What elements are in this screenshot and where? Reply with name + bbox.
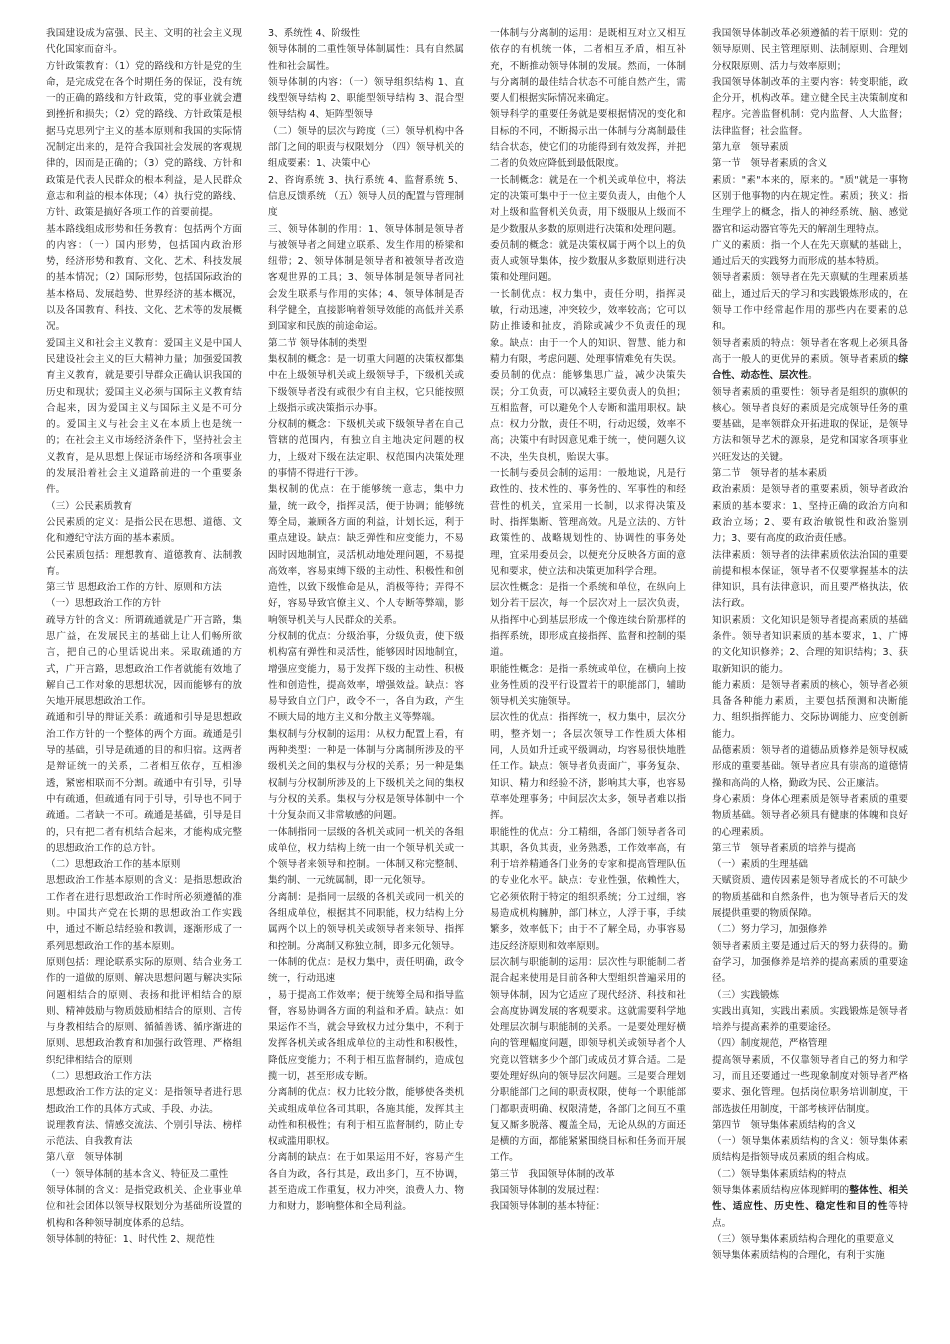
paragraph: （一）思想政治工作的方针: [46, 598, 162, 610]
paragraph: 疏通和引导的辩证关系：疏通和引导是思想政治工作方针的一个整体的两个方面。疏通是引导的基础，引导是疏通的目的和归宿。这两者是辩证统一的关系，二者相互依存，互相渗透，紧密相联而不分割。疏通中有引导，引导中有疏通，但疏通有同于引导，引导也不同于疏通。二者缺一不可。疏通是基础，引导是目的，只有把二者有机结合起来，才能构成完整的思想政治工作的总方针。: [46, 712, 242, 854]
paragraph: 一长制优点：权力集中，责任分明，指挥灵敏，行动迅速，冲突较少，效率较高；它可以防止推诿和扯皮，消除或减少不负责任的现象。缺点：由于一个人的知识、智慧、能力和精力有限，考虑问题、处理事情难免有失误。: [490, 288, 686, 365]
paragraph: 我国领导体制改革的主要内容：转变职能，政企分开，机构改革。建立健全民主决策制度和程序。完善监督机制：党内监督、人大监督；法律监督；社会监督。: [712, 76, 908, 137]
paragraph: （二）领导集体素质结构的特点: [712, 1168, 847, 1180]
paragraph: 实践出真知，实践出素质。实践锻炼是领导者培养与提高素养的重要途径。: [712, 1005, 908, 1034]
paragraph: 知识素质：文化知识是领导者提高素质的基础条件。领导者知识素质的基本要求，1、广博的文化知识修养；2、合理的知识结构；3、获取新知识的能力。: [712, 614, 908, 675]
text-column-1: [46, 26, 242, 1336]
paragraph: 领导科学的重要任务就是要根据情况的变化和目标的不同，不断揭示出一体制与分离制最佳结合状态，使它们的功能得到有效发挥，并把二者的负效应降低到最低限度。: [490, 109, 686, 170]
paragraph: 第三节 领导者素质的培养与提高: [712, 842, 856, 854]
paragraph: ，易于提高工作效率；便于统筹全局和指导监督，容易协调各方面的利益和矛盾。缺点：如果运作不当，就会导致权力过分集中，不利于发挥各机关或各组成单位的主动性和积极性，降低应变能力；不利于相互监督制约，造成包揽一切，甚至形成专断。: [268, 989, 464, 1082]
paragraph: 分离制的优点：权力比较分散，能够使各类机关或组成单位各司其职，各施其能，发挥其主动性和积极性；有利于相互监督制约，防止专权或滥用职权。: [268, 1087, 464, 1148]
paragraph: （三）实践锻炼: [712, 989, 780, 1001]
paragraph: 能力素质：是领导者素质的核心，领导者必须具备各种能力素质，主要包括预测和决断能力、组织指挥能力、交际协调能力、应变创新能力。: [712, 679, 908, 740]
paragraph: 分权制的概念：下级机关或下级领导者在自己管辖的范围内，有独立自主地决定问题的权力，上级对下级在法定职、权范围内决策处理的事情不得进行干涉。: [268, 419, 464, 480]
paragraph: 第四节 领导集体素质结构的含义: [712, 1119, 856, 1131]
paragraph: 我国领导体制的基本特征：: [490, 1201, 606, 1213]
paragraph: 一体制指同一层级的各机关或同一机关的各组成单位，权力结构上统一由一个领导机关或一个领导者来领导和控制。一体制又称完整制、集约制、一元统属制，即一元化领导。: [268, 826, 464, 887]
paragraph: 委员制的概念：就是决策权属于两个以上的负责人或领导集体，按少数服从多数原则进行决策和处理问题。: [490, 239, 686, 284]
paragraph: 第一节 领导者素质的含义: [712, 158, 828, 170]
paragraph: 一体制与分离制的运用：是既相互对立又相互依存的有机统一体，二者相互矛盾，相互补充，不断推动领导体制的发展。然而，一体制与分离制的最佳结合状态不可能自然产生，需要人们根据实际情况来确定。: [490, 28, 686, 105]
paragraph: 第二节 领导体制的类型: [268, 337, 367, 349]
paragraph: 集权制的优点：在于能够统一意志，集中力量，统一政令，指挥灵活，便于协调；能够统筹全局，兼顾各方面的利益，计划长远，利于重点建设。缺点：缺乏弹性和应变能力，不易因时因地制宜，灵活机动地处理问题，不易提高效率，容易束缚下级的主动性、积极性和创造性，以致下级惟命是从，消极等待；弄得不好，容易导致官僚主义、个人专断等弊端，影响领导机关与人民群众的关系。: [268, 484, 464, 626]
paragraph: 领导集体素质结构应体现鲜明的整体性、相关性、适应性、历史性、稳定性和目的性等特点。: [712, 1185, 908, 1229]
paragraph: 方针政策教育：（1）党的路线和方针是党的生命，是完成党在各个时期任务的保证，没有统一的正确的路线和方针政策，党的事业就会遭到挫折和损失；（2）党的路线、方针政策是根据马克思列宁主义的基本原则和我国的实际情况制定出来的，是符合我国社会发展的客观规律的，因而是正确的；（3）党的路线、方针和政策是代表人民群众的根本利益，是人民群众意志和利益的根本体现；（4）执行党的路线、方针、政策是搞好各项工作的首要前提。: [46, 60, 242, 219]
paragraph: 领导体制的特征：1、时代性 2、规范性: [46, 1233, 215, 1245]
paragraph: 一长制概念：就是在一个机关或单位中，将法定的决策可集中于一位主要负责人，由他个人对上级和监督机关负责，用下级服从上级而不是少数服从多数的原则进行决策和处理问题。: [490, 174, 686, 235]
paragraph: 集权制与分权制的运用：从权力配置上看，有两种类型：一种是一体制与分离制所涉及的平级机关之间的集权与分权的关系；另一种是集权制与分权制所涉及的上下级机关之间的集权与分权的关系。集权与分权是领导体制中一个十分复杂而又非常敏感的问题。: [268, 728, 464, 822]
paragraph: 领导者素质主要是通过后天的努力获得的。勤奋学习，加强修养是培养的提高素质的重要途径。: [712, 940, 908, 985]
paragraph: 思想政治工作方法的定义：是指领导者进行思想政治工作的具体方式或、手段、办法。: [46, 1087, 242, 1115]
paragraph: 思想政治工作基本原则的含义：是指思想政治工作者在进行思想政治工作时所必须遵循的准则。中国共产党在长期的思想政治工作实践中，通过不断总结经验和教训，逐渐形成了一系列思想政治工作的基本原则。: [46, 875, 242, 952]
paragraph: 公民素质的定义：是指公民在思想、道德、文化和遵纪守法方面的基本素质。: [46, 516, 242, 545]
paragraph: 说理教育法、情感交流法、个别引导法、榜样示范法、自我教育法: [46, 1119, 242, 1148]
paragraph: 公民素质包括：理想教育、道德教育、法制教育。: [46, 549, 242, 577]
paragraph: （四）制度规范，严格管理: [712, 1038, 828, 1050]
paragraph: 原则包括：理论联系实际的原则、结合业务工作的一道做的原则、解决思想问题与解决实际问题相结合的原则、表扬和批评相结合的原则、精神鼓励与物质鼓励相结合的原则、言传与身教相结合的原则、循循善诱、循序渐进的原则、思想政治教育和加强行政管理、严格组织纪律相结合的原则: [46, 956, 242, 1066]
paragraph: 基本路线组成形势和任务教育：包括两个方面的内容：（一）国内形势，包括国内政治形势，经济形势和教育、文化、艺术、科技发展的基本情况；（2）国际形势，包括国际政治的基本格局、发展趋势、世界经济的基本概况，以及各国教育、科技、文化、艺术等的发展概况。: [46, 223, 242, 333]
text-column-2: [268, 26, 464, 1336]
paragraph: 领导集体素质结构的合理化，有利于实施: [712, 1250, 885, 1262]
paragraph: 分权制的优点：分级治事，分级负责，使下级机构富有弹性和灵活性，能够因时因地制宜，增强应变能力，易于发挥下级的主动性、积极性和创造性，提高效率，增强效益。缺点：容易导致自立门户，政令不一，各自为政，产生不顾大局的地方主义和分散主义等弊端。: [268, 630, 464, 724]
paragraph: （一）素质的生理基础: [712, 859, 808, 871]
paragraph: 我国领导体制的发展过程：: [490, 1185, 606, 1197]
paragraph: 领导者素质：领导者在先天禀赋的生理素质基础上，通过后天的学习和实践锻炼形成的，在领导工作中经常起作用的那些内在要素的总和。: [712, 272, 908, 333]
paragraph: （二）思想政治工作的基本原则: [46, 859, 181, 871]
paragraph: 层次性的优点：指挥统一，权力集中，层次分明，整齐划一；各层次领导工作性质大体相同，人员如升迁或平级调动，均容易很快地胜任工作。缺点：领导者负责面广，事务复杂、知识、精力和经验不济，影响其大事，也容易草率处理事务；中间层次太多，领导者难以指挥。: [490, 712, 686, 822]
paragraph: 职能性的优点：分工精细，各部门领导者各司其职，各负其责，业务熟悉，工作效率高，有利于培养精通各门业务的专家和提高管理队伍的专业化水平。缺点：专业性强，依赖性大，它必须依附于特定的组织系统；分工过细，容易造成机构臃肿，部门林立，人浮于事，手续繁多，效率低下；由于不了解全局，办事容易违反经济原则和效率原则。: [490, 826, 686, 952]
emphasized-text: 整体性、相关性、适应性、历史性、稳定性和目的性: [712, 1185, 908, 1213]
paragraph: 广义的素质：指一个人在先天禀赋的基础上，通过后天的实践努力而形成的基本特质。: [712, 239, 908, 268]
paragraph: 领导体制的内容：（一）领导组织结构 1、直线型领导结构 2、职能型领导结构 3、混合型领导结构 4、矩阵型领导: [268, 76, 464, 121]
paragraph: 集权制的概念：是一切重大问题的决策权都集中在上级领导机关或上级领导手，下级机关或下级领导者没有或很少有自主权，它只能按照上级指示或决策指示办事。: [268, 353, 464, 414]
paragraph: 层次性概念：是指一个系统和单位，在纵向上划分若干层次，每一个层次对上一层次负责，从指挥中心到基层形成一个像连续台阶那样的指挥系统，即形成直接指挥、监督和控制的渠道。: [490, 582, 686, 659]
paragraph: 素质："素"本来的，原来的。"质"就是一事物区别于他事物的内在规定性。素质；狭义：指生理学上的概念，指人的神经系统、脑、感觉器官和运动器官等先天的解剖生理特点。: [712, 174, 908, 235]
paragraph: 天赋资质、遗传因素是领导者成长的不可缺少的物质基础和自然条件，也为领导者后天的发展提供重要的物质保障。: [712, 875, 908, 920]
paragraph: 我国领导体制改革必须遵循的若干原则：党的领导原则、民主管理原则、法制原则、合理划分权限原则、活力与效率原则；: [712, 28, 908, 72]
paragraph: 身心素质：身体心理素质是领导者素质的重要物质基础。领导者必须具有健康的体魄和良好的心理素质。: [712, 793, 908, 838]
paragraph: 法律素质：领导者的法律素质依法治国的重要前提和根本保证，领导者不仅要掌握基本的法律知识，具有法律意识，而且要严格执法，依法行政。: [712, 549, 908, 610]
paragraph: 品德素质：领导者的道德品质修养是领导权威形成的重要基础。领导者应具有崇高的道德情操和高尚的人格，勤政为民、公正廉洁。: [712, 745, 908, 789]
paragraph: 职能性概念：是指一系统或单位，在横向上按业务性质的没平行设置若干的职能部门，辅助领导机关实施领导。: [490, 663, 686, 708]
paragraph: 层次制与职能制的运用：层次性与职能制二者混合起来使用是目前各种大型组织普遍采用的领导体制，因为它适应了现代经济、科技和社会高度协调发展的客观要求。这就需要科学地处理层次制与职能制的关系。一是要处理好横向的管理幅度问题，即领导机关或领导者个人究竟以管辖多少个部门或成员才算合适。二是要处理好纵向的领导层次问题。三是要合理划分职能部门之间的职责权限，使每一个职能部门都职责明确、权限清楚，各部门之间互不重复又厮多脱落、覆盖全局，无论从纵的方面还是横的方面，都能紧紧围绕目标和任务而开展工作。: [490, 956, 686, 1164]
paragraph: 领导体制的含义：是指党政机关、企业事业单位和社会团体以领导权限划分为基础所设置的机构和各种领导制度体系的总结。: [46, 1185, 242, 1229]
paragraph: 爱国主义和社会主义教育：爱国主义是中国人民建设社会主义的巨大精神力量；加强爱国教育主义教育，就是要引导群众正确认识我国的历史和现状；爱国主义必须与国际主义教育结合起来，因为爱国主义与国际主义是不可分的。爱国主义与社会主义在本质上也是统一的；在社会主义市场经济条件下，坚持社会主义教育，是从思想上保证市场经济和各项事业的发展沿着社会主义道路前进的一个重要条件。: [46, 337, 242, 496]
paragraph: 2、咨询系统 3、执行系统 4、监督系统 5、信息反馈系统 （五）领导人员的配置与管理制度: [268, 174, 464, 219]
paragraph: （二）领导的层次与跨度（三）领导机构中各部门之间的职责与权限划分 （四）领导机关的组成要素：1、决策中心: [268, 125, 464, 170]
paragraph: 委员制的优点：能够集思广益，减少决策失误；分工负责，可以减轻主要负责人的负担；互相监督，可以避免个人专断和滥用职权。缺点：权力分散，责任不明，行动迟缓，效率不高；决策中有时因意见难于统一，使问题久议不决，坐失良机，贻误大事。: [490, 370, 686, 463]
paragraph: （二）思想政治工作方法: [46, 1071, 152, 1082]
paragraph: 领导体制的二重性领导体制属性：具有自然属性和社会属性。: [268, 44, 464, 72]
paragraph: （三）领导集体素质结构合理化的重要意义: [712, 1233, 895, 1245]
paragraph: 第八章 领导体制: [46, 1152, 123, 1164]
paragraph: 一长制与委员会制的运用：一般地说，凡是行政性的、技术性的、事务性的、军事性的和经营性的机关，宜采用一长制，以求得决策及时、指挥集断、管理高效。凡是立法的、方针政策性的、战略规划性的、协调性的事务处理，宜采用委员会，以便充分反映各方面的意见和要求，使立法和决策更加科学合理。: [490, 468, 686, 577]
text-column-4: [712, 26, 908, 1336]
paragraph: 领导者素质的重要性：领导者是组织的旗帜的核心。领导者良好的素质是完成领导任务的重要基础，是率领群众开拓进取的保证，是领导方法和领导艺术的源泉，是党和国家各项事业兴旺发达的关键。: [712, 386, 908, 463]
paragraph: 一体制的优点：是权力集中，责任明确，政令统一，行动迅速: [268, 956, 464, 985]
paragraph: 第三节 我国领导体制的改革: [490, 1168, 615, 1180]
paragraph: 疏导方针的含义：所谓疏通就是广开言路，集思广益，在发展民主的基础上让人们畅所欲言，把自己的心里话说出来。采取疏通的方式，广开言路，思想政治工作者就能有效地了解自己工作对象的思想状况，因而能够有的放矢地开展思想政治工作。: [46, 614, 242, 708]
paragraph: 分离制的缺点：在于如果运用不好，容易产生各自为政，各行其是，政出多门，互不协调，甚至造成工作重复，权力冲突，浪费人力、物力和财力，影响整体和全局利益。: [268, 1152, 464, 1213]
paragraph: 第三节 思想政治工作的方针、原则和方法: [46, 582, 222, 594]
paragraph: （一）领导体制的基本含义、特征及二重性: [46, 1168, 229, 1180]
paragraph: 分离制：是指同一层级的各机关或同一机关的各组成单位，根据其不同职能，权力结构上分属两个以上的领导机关或领导者来领导、指挥和控制。分离制又称独立制，即多元化领导。: [268, 891, 464, 952]
paragraph: 政治素质：是领导者的重要素质，领导者政治素质的基本要求：1、坚持正确的政治方向和政治立场；2、要有政治敏锐性和政治鉴别力；3、要有高度的政治责任感。: [712, 484, 908, 545]
paragraph: 我国建设成为富强、民主、文明的社会主义现代化国家而奋斗。: [46, 28, 242, 56]
paragraph: （一）领导集体素质结构的含义：领导集体素质结构是指领导成员素质的组合构成。: [712, 1136, 908, 1164]
paragraph: （二）努力学习，加强修养: [712, 924, 828, 936]
paragraph: 三、领导体制的作用：1、领导体制是领导者与被领导者之间建立联系、发生作用的桥梁和纽带；2、领导体制是领导者和被领导者改造客观世界的工具；3、领导体制是领导者同社会发生联系与作用的实体；4、领导体制是否科学健全，直接影响着领导效能的高低并关系到国家和民族的前途命运。: [268, 223, 464, 333]
paragraph: 领导者素质的特点：领导者在客观上必须具备高于一般人的更优异的素质。领导者素质的综合性、动态性、层次性。: [712, 337, 908, 382]
paragraph: 提高领导素质，不仅靠领导者自己的努力和学习，而且还要通过一些现象制度对领导者严格要求、强化管理。包括岗位职务培训制度，干部选拔任用制度，干部考核评估制度。: [712, 1054, 908, 1115]
paragraph: 第九章 领导素质: [712, 142, 789, 154]
text-column-3: [490, 26, 686, 1336]
paragraph: 3、系统性 4、阶级性: [268, 28, 361, 39]
paragraph: 第二节 领导者的基本素质: [712, 468, 828, 480]
paragraph: （三）公民素质教育: [46, 500, 133, 512]
emphasized-text: 综合性、动态性、层次性: [712, 353, 908, 382]
